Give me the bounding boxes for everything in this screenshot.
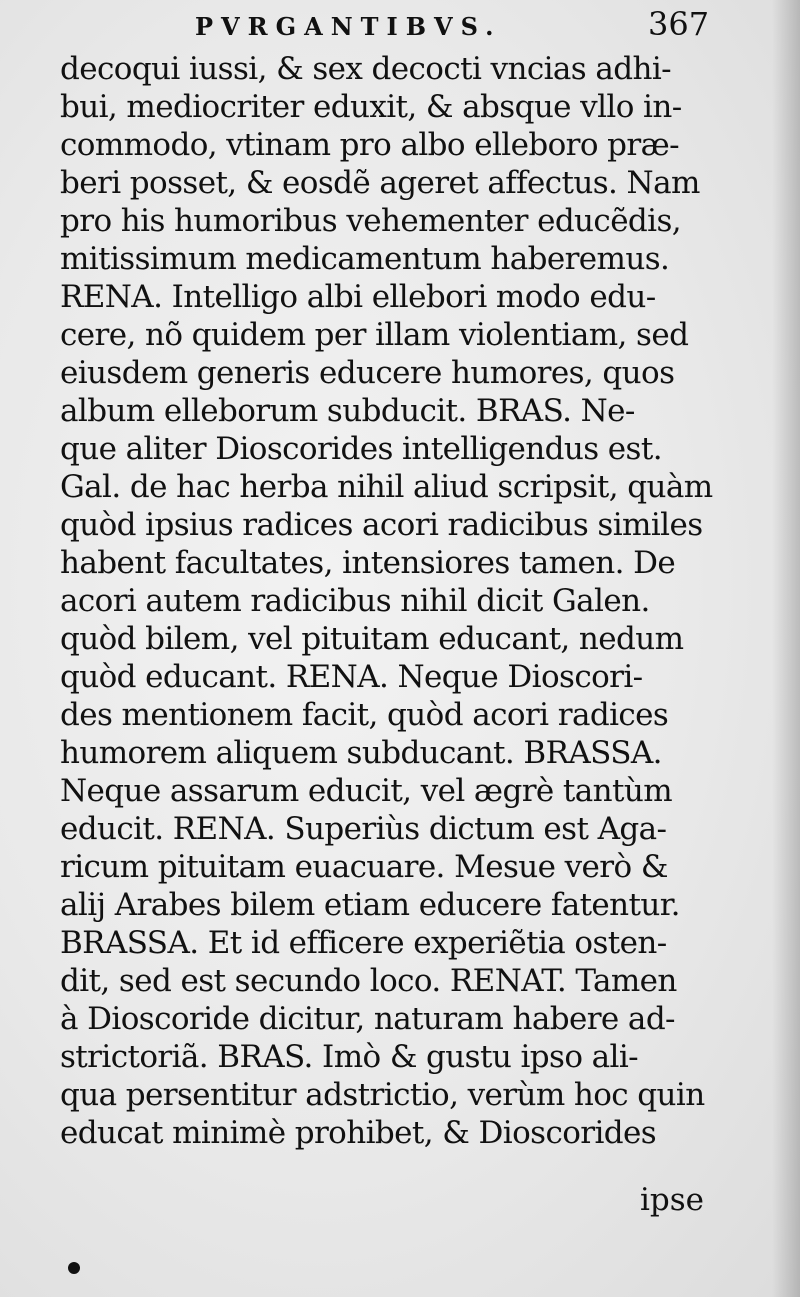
text-line: pro his humoribus vehementer educẽdis, xyxy=(60,203,682,239)
text-line: Gal. de hac herba nihil aliud scripsit, quàm xyxy=(60,469,713,505)
text-line: à Dioscoride dicitur, naturam habere ad- xyxy=(60,1001,675,1037)
text-line: quòd educant. RENA. Neque Dioscori- xyxy=(60,659,643,695)
text-line: acori autem radicibus nihil dicit Galen. xyxy=(60,583,650,619)
page-number: 367 xyxy=(648,5,710,43)
text-line: educat minimè prohibet, & Dioscorides xyxy=(60,1115,657,1151)
text-line: cere, nõ quidem per illam violentiam, sed xyxy=(60,317,689,353)
text-line: educit. RENA. Superiùs dictum est Aga- xyxy=(60,811,667,847)
text-line: humorem aliquem subducant. BRASSA. xyxy=(60,735,662,771)
text-line: beri posset, & eosdẽ ageret affectus. Nam xyxy=(60,165,700,201)
text-line: strictoriã. BRAS. Imò & gustu ipso ali- xyxy=(60,1039,639,1075)
text-line: quòd bilem, vel pituitam educant, nedum xyxy=(60,621,684,657)
text-line: bui, mediocriter eduxit, & absque vllo in- xyxy=(60,89,682,125)
catchword: ipse xyxy=(640,1182,705,1218)
text-line: que aliter Dioscorides intelligendus est. xyxy=(60,431,662,467)
text-line: alij Arabes bilem etiam educere fatentur. xyxy=(60,887,680,923)
text-line: qua persentitur adstrictio, verùm hoc quin xyxy=(60,1077,705,1113)
text-line: ricum pituitam euacuare. Mesue verò & xyxy=(60,849,668,885)
text-line: quòd ipsius radices acori radicibus similes xyxy=(60,507,703,543)
text-line: album elleborum subducit. BRAS. Ne- xyxy=(60,393,635,429)
running-title: PVRGANTIBVS. xyxy=(195,12,502,41)
text-line: Neque assarum educit, vel ægrè tantùm xyxy=(60,773,673,809)
text-line: commodo, vtinam pro albo elleboro præ- xyxy=(60,127,680,163)
text-block xyxy=(60,50,713,1152)
text-line: des mentionem facit, quòd acori radices xyxy=(60,697,669,733)
text-line: RENA. Intelligo albi ellebori modo edu- xyxy=(60,279,656,315)
ink-dot xyxy=(68,1262,80,1274)
text-line: habent facultates, intensiores tamen. De xyxy=(60,545,676,581)
text-line: BRASSA. Et id efficere experiẽtia osten- xyxy=(60,925,667,961)
text-line: dit, sed est secundo loco. RENAT. Tamen xyxy=(60,963,677,999)
text-line: eiusdem generis educere humores, quos xyxy=(60,355,675,391)
text-line: decoqui iussi, & sex decocti vncias adhi- xyxy=(60,51,672,87)
text-line: mitissimum medicamentum haberemus. xyxy=(60,241,670,277)
